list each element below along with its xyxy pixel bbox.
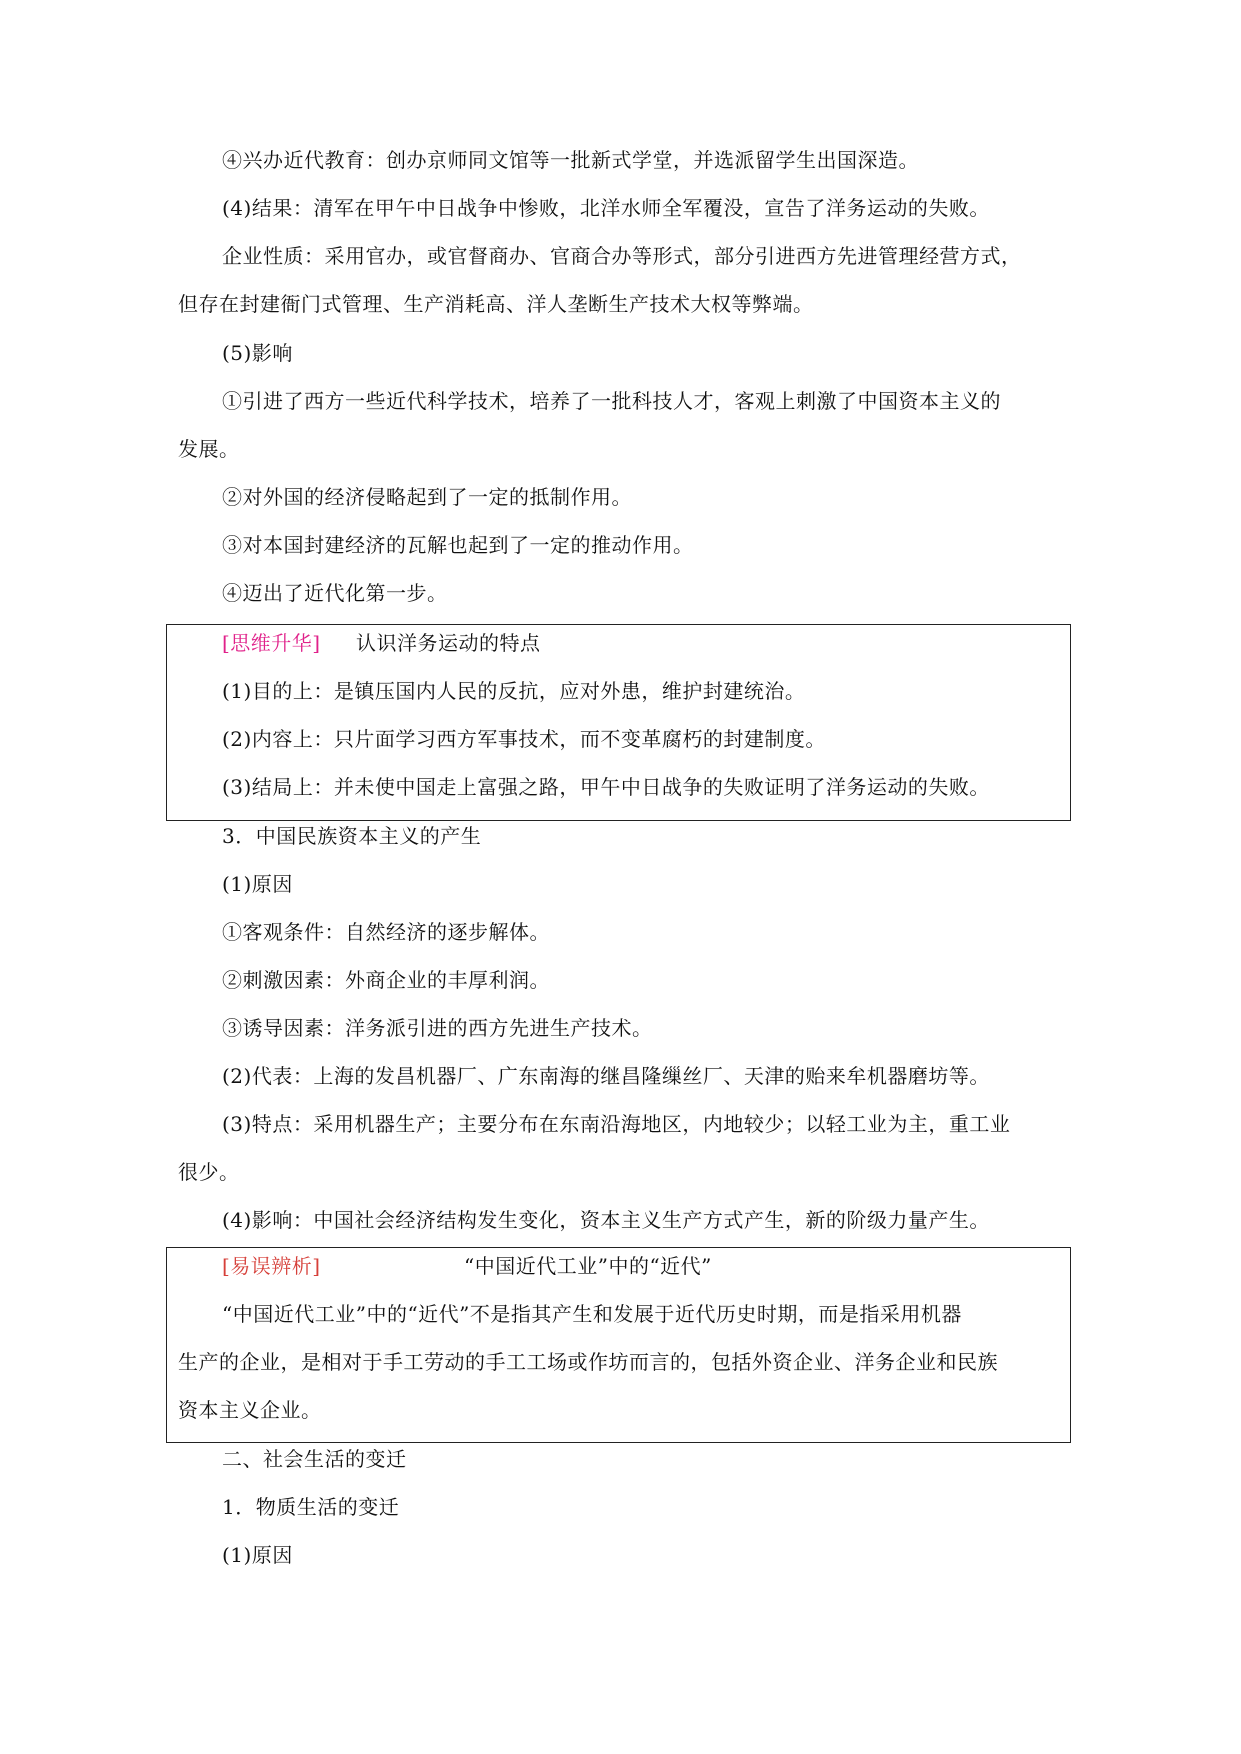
text-line: ②对外国的经济侵略起到了一定的抵制作用。 [222,485,632,509]
text-line: (4)结果：清军在甲午中日战争中惨败，北洋水师全军覆没，宣告了洋务运动的失败。 [222,196,990,220]
text-line: 1．物质生活的变迁 [222,1495,400,1519]
text-line: (4)影响：中国社会经济结构发生变化，资本主义生产方式产生，新的阶级力量产生。 [222,1208,990,1232]
text-line: 企业性质：采用官办，或官督商办、官商合办等形式，部分引进西方先进管理经营方式， [222,244,1022,268]
text-line: ③诱导因素：洋务派引进的西方先进生产技术。 [222,1016,653,1040]
text-line: ②刺激因素：外商企业的丰厚利润。 [222,968,550,992]
text-line: 发展。 [178,437,240,461]
text-line: ④迈出了近代化第一步。 [222,581,448,605]
text-line: 但存在封建衙门式管理、生产消耗高、洋人垄断生产技术大权等弊端。 [178,292,814,316]
text-line: (3)结局上：并未使中国走上富强之路，甲午中日战争的失败证明了洋务运动的失败。 [222,775,990,799]
text-line: 资本主义企业。 [178,1398,322,1422]
text-line: (5)影响 [222,341,293,365]
text-line: (1)原因 [222,872,293,896]
box-tag: [思维升华] [222,631,321,655]
text-line: (2)内容上：只片面学习西方军事技术，而不变革腐朽的封建制度。 [222,727,826,751]
text-line: ①客观条件：自然经济的逐步解体。 [222,920,550,944]
text-line: 生产的企业，是相对于手工劳动的手工工场或作坊而言的，包括外资企业、洋务企业和民族 [178,1350,998,1374]
section-heading: 二、社会生活的变迁 [222,1447,407,1471]
text-line: ①引进了西方一些近代科学技术，培养了一批科技人才，客观上刺激了中国资本主义的 [222,389,1001,413]
box-tag: [易误辨析] [222,1254,321,1278]
text-line: 很少。 [178,1160,240,1184]
text-line: (2)代表：上海的发昌机器厂、广东南海的继昌隆缫丝厂、天津的贻来牟机器磨坊等。 [222,1064,990,1088]
text-line: ④兴办近代教育：创办京师同文馆等一批新式学堂，并选派留学生出国深造。 [222,148,919,172]
text-line: (3)特点：采用机器生产；主要分布在东南沿海地区，内地较少；以轻工业为主，重工业 [222,1112,1011,1136]
text-line: ③对本国封建经济的瓦解也起到了一定的推动作用。 [222,533,694,557]
box-title: 认识洋务运动的特点 [356,631,541,655]
box-title: “中国近代工业”中的“近代” [464,1254,712,1278]
text-line: (1)原因 [222,1543,293,1567]
section-heading: 3．中国民族资本主义的产生 [222,824,482,848]
text-line: “中国近代工业”中的“近代”不是指其产生和发展于近代历史时期，而是指采用机器 [222,1302,962,1326]
text-line: (1)目的上：是镇压国内人民的反抗，应对外患，维护封建统治。 [222,679,806,703]
